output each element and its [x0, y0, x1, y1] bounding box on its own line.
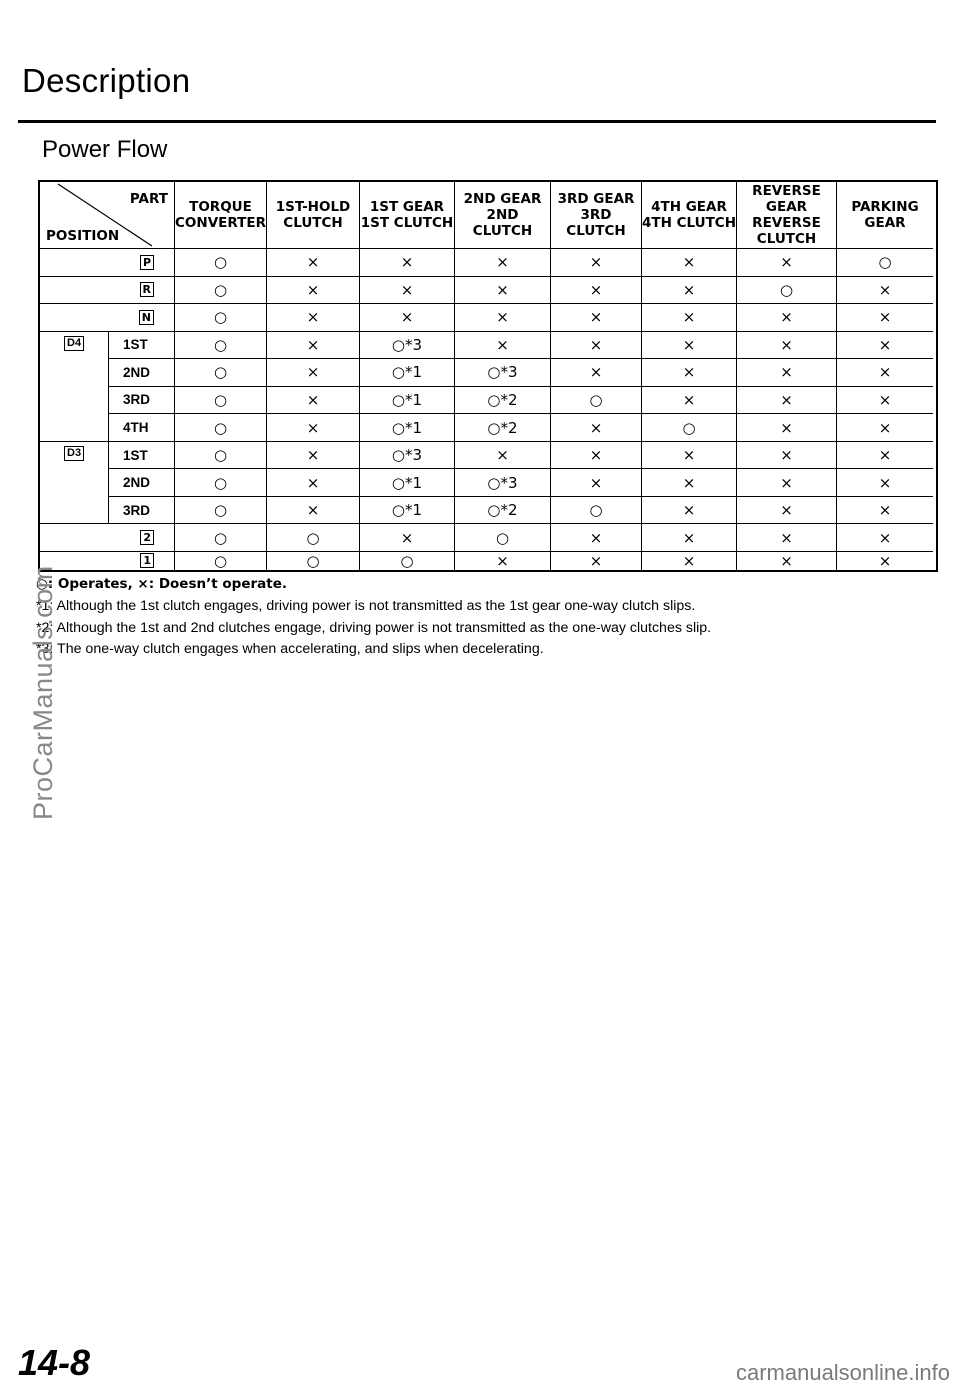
- table-cell: [175, 497, 267, 525]
- cell-value: ×: [400, 308, 414, 327]
- cell-value: ○: [213, 253, 228, 272]
- cell-value: ○: [589, 390, 603, 409]
- column-header-line: 4TH CLUTCH: [642, 215, 737, 231]
- cell-value: ×: [496, 253, 509, 272]
- table-cell: [837, 552, 933, 570]
- table-cell: [551, 414, 642, 442]
- cell-value: ×: [306, 390, 320, 409]
- cell-value: ×: [682, 473, 696, 492]
- cell-value: ×: [589, 280, 603, 299]
- sub-position-cell: [108, 359, 175, 387]
- table-cell: [455, 524, 551, 552]
- position-label: D4: [64, 336, 84, 351]
- cell-value: ○*3: [487, 363, 518, 382]
- cell-value: ×: [589, 418, 603, 437]
- cell-value: ○*3: [487, 473, 518, 492]
- cell-value: ○*3: [391, 446, 423, 465]
- table-cell: [455, 387, 551, 415]
- cell-value: ×: [589, 473, 603, 492]
- cell-value: ×: [306, 335, 320, 354]
- cell-value: ×: [780, 363, 793, 382]
- table-cell: [360, 552, 455, 570]
- footnote-2: *2: Although the 1st and 2nd clutches engage, driving power is not transmitted as the one-way clutches slip.: [36, 620, 712, 636]
- cell-value: ×: [682, 335, 696, 354]
- position-cell: [40, 524, 175, 552]
- cell-value: ×: [682, 551, 696, 570]
- column-header-line: TORQUE: [189, 199, 252, 215]
- table-cell: [455, 277, 551, 305]
- cell-value: ×: [878, 335, 892, 354]
- corner-part-label: PART: [129, 191, 168, 207]
- cell-value: ○: [878, 253, 892, 272]
- column-header-line: CLUTCH: [756, 231, 817, 247]
- column-header-line: CONVERTER: [175, 215, 266, 231]
- cell-value: ×: [878, 390, 892, 409]
- cell-value: ×: [878, 308, 892, 327]
- column-header-line: 1ST CLUTCH: [360, 215, 454, 231]
- column-header-line: PARKING: [851, 199, 919, 215]
- sub-position-label: 3RD: [123, 502, 151, 518]
- table-cell: [551, 497, 642, 525]
- sub-position-label: 1ST: [123, 447, 148, 463]
- table-cell: [551, 552, 642, 570]
- cell-value: ×: [780, 390, 793, 409]
- cell-value: ×: [589, 528, 603, 547]
- cell-value: ○: [213, 551, 228, 570]
- column-header-line: 3RD GEAR: [557, 191, 635, 207]
- page-title: Description: [22, 62, 191, 99]
- section-subtitle: Power Flow: [42, 136, 168, 163]
- cell-value: ×: [682, 501, 696, 520]
- table-cell: [267, 414, 360, 442]
- table-cell: [837, 497, 933, 525]
- cell-value: ×: [878, 501, 892, 520]
- table-cell: [837, 469, 933, 497]
- table-cell: [737, 277, 837, 305]
- column-header-line: 2ND CLUTCH: [472, 207, 533, 239]
- cell-value: ○: [213, 418, 228, 437]
- table-cell: [551, 442, 642, 470]
- power-flow-table: [38, 180, 938, 572]
- sub-position-cell: [108, 387, 175, 415]
- column-header: [360, 182, 455, 249]
- cell-value: ×: [878, 418, 892, 437]
- cell-value: ×: [878, 473, 892, 492]
- column-header-line: 1ST GEAR: [369, 199, 445, 215]
- position-label: 2: [140, 530, 154, 545]
- position-label: 1: [140, 553, 154, 568]
- cell-value: ×: [306, 308, 320, 327]
- table-cell: [737, 497, 837, 525]
- cell-value: ×: [496, 335, 509, 354]
- sub-position-cell: [108, 332, 175, 360]
- table-cell: [267, 524, 360, 552]
- cell-value: ○: [213, 363, 228, 382]
- sub-position-label: 2ND: [123, 475, 151, 491]
- sub-position-label: 4TH: [123, 420, 149, 436]
- cell-value: ○*3: [391, 335, 423, 354]
- table-cell: [551, 387, 642, 415]
- cell-value: ○: [213, 501, 228, 520]
- cell-value: ×: [306, 473, 320, 492]
- table-cell: [360, 469, 455, 497]
- table-cell: [551, 277, 642, 305]
- table-cell: [642, 469, 737, 497]
- sub-position-label: 1ST: [123, 337, 148, 353]
- cell-value: ×: [780, 253, 793, 272]
- table-cell: [360, 249, 455, 277]
- table-cell: [455, 442, 551, 470]
- sub-position-label: 3RD: [123, 392, 151, 408]
- column-header-line: GEAR: [864, 215, 906, 231]
- table-cell: [837, 277, 933, 305]
- footnote-1: *1: Although the 1st clutch engages, driving power is not transmitted as the 1st gear one-way clutch slips.: [36, 598, 696, 614]
- footnote-3: *3: The one-way clutch engages when accelerating, and slips when decelerating.: [36, 641, 544, 657]
- table-cell: [267, 249, 360, 277]
- table-cell: [737, 552, 837, 570]
- table-cell: [642, 497, 737, 525]
- cell-value: ○: [400, 551, 414, 570]
- cell-value: ×: [780, 418, 793, 437]
- position-cell: [40, 304, 175, 332]
- title-rule: [18, 120, 936, 123]
- table-cell: [360, 497, 455, 525]
- cell-value: ○*2: [487, 390, 518, 409]
- table-cell: [737, 469, 837, 497]
- table-cell: [455, 414, 551, 442]
- table-cell: [455, 469, 551, 497]
- cell-value: ×: [589, 335, 603, 354]
- cell-value: ×: [400, 528, 414, 547]
- cell-value: ×: [496, 551, 509, 570]
- cell-value: ○: [779, 280, 794, 299]
- cell-value: ○: [589, 501, 603, 520]
- cell-value: ×: [496, 280, 509, 299]
- table-cell: [267, 277, 360, 305]
- sub-position-label: 2ND: [123, 364, 151, 380]
- cell-value: ×: [780, 551, 793, 570]
- cell-value: ×: [878, 551, 892, 570]
- cell-value: ×: [780, 528, 793, 547]
- table-cell: [642, 414, 737, 442]
- cell-value: ×: [780, 501, 793, 520]
- cell-value: ×: [682, 528, 696, 547]
- cell-value: ○*1: [391, 418, 423, 437]
- table-cell: [175, 414, 267, 442]
- column-header-line: 3RD CLUTCH: [566, 207, 626, 239]
- footer-site-link[interactable]: carmanualsonline.info: [735, 1360, 950, 1385]
- cell-value: ×: [780, 335, 793, 354]
- table-cell: [267, 304, 360, 332]
- table-cell: [360, 414, 455, 442]
- cell-value: ×: [780, 446, 793, 465]
- table-cell: [737, 414, 837, 442]
- position-cell: [40, 277, 175, 305]
- cell-value: ○: [213, 528, 228, 547]
- cell-value: ×: [682, 308, 696, 327]
- cell-value: ×: [496, 308, 509, 327]
- cell-value: ×: [682, 446, 696, 465]
- watermark-text: ProCarManuals.com: [28, 565, 58, 820]
- sub-position-cell: [108, 469, 175, 497]
- cell-value: ○: [306, 528, 320, 547]
- column-header-line: 4TH GEAR: [651, 199, 727, 215]
- table-cell: [175, 359, 267, 387]
- cell-value: ×: [589, 308, 603, 327]
- table-cell: [455, 497, 551, 525]
- table-cell: [642, 524, 737, 552]
- column-header-line: GEAR: [765, 199, 808, 215]
- column-header: [455, 182, 551, 249]
- cell-value: ×: [682, 390, 696, 409]
- table-cell: [455, 332, 551, 360]
- cell-value: ○*2: [487, 501, 518, 520]
- cell-value: ○: [682, 418, 696, 437]
- cell-value: ×: [306, 418, 320, 437]
- cell-value: ○: [306, 551, 320, 570]
- cell-value: ○*2: [487, 418, 518, 437]
- table-cell: [737, 304, 837, 332]
- table-cell: [267, 497, 360, 525]
- table-cell: [737, 524, 837, 552]
- column-header-line: REVERSE: [752, 183, 821, 199]
- table-cell: [267, 552, 360, 570]
- corner-position-label: POSITION: [46, 228, 120, 244]
- table-cell: [837, 524, 933, 552]
- table-cell: [642, 332, 737, 360]
- table-cell: [551, 359, 642, 387]
- table-cell: [642, 442, 737, 470]
- cell-value: ×: [682, 280, 696, 299]
- position-label: D3: [64, 446, 84, 461]
- position-cell: [40, 249, 175, 277]
- cell-value: ×: [878, 363, 892, 382]
- cell-value: ×: [306, 280, 320, 299]
- table-cell: [267, 442, 360, 470]
- table-cell: [267, 387, 360, 415]
- column-header: [737, 182, 837, 249]
- column-header: [175, 182, 267, 249]
- cell-value: ×: [306, 253, 320, 272]
- table-cell: [455, 249, 551, 277]
- table-cell: [360, 277, 455, 305]
- cell-value: ×: [682, 363, 696, 382]
- table-cell: [175, 249, 267, 277]
- cell-value: ○: [213, 390, 228, 409]
- table-cell: [737, 359, 837, 387]
- cell-value: ×: [878, 446, 892, 465]
- table-cell: [175, 469, 267, 497]
- table-cell: [642, 277, 737, 305]
- cell-value: ○: [213, 446, 228, 465]
- table-corner-header: [40, 182, 175, 249]
- table-cell: [737, 387, 837, 415]
- table-cell: [175, 277, 267, 305]
- cell-value: ○*1: [391, 501, 423, 520]
- table-cell: [837, 332, 933, 360]
- table-cell: [455, 304, 551, 332]
- position-label: N: [139, 310, 154, 325]
- legend-text: ○: Operates, ×: Doesn’t operate.: [36, 576, 287, 592]
- cell-value: ×: [780, 308, 793, 327]
- table-cell: [837, 414, 933, 442]
- table-cell: [360, 524, 455, 552]
- table-cell: [360, 442, 455, 470]
- column-header: [267, 182, 360, 249]
- table-cell: [455, 552, 551, 570]
- cell-value: ×: [589, 253, 603, 272]
- cell-value: ×: [589, 446, 603, 465]
- column-header-line: REVERSE: [752, 215, 821, 231]
- position-label: P: [140, 255, 154, 270]
- column-header: [551, 182, 642, 249]
- cell-value: ×: [780, 473, 793, 492]
- column-header-line: 2ND GEAR: [463, 191, 542, 207]
- cell-value: ×: [878, 528, 892, 547]
- table-cell: [642, 552, 737, 570]
- table-cell: [175, 304, 267, 332]
- cell-value: ×: [400, 280, 414, 299]
- table-cell: [837, 249, 933, 277]
- cell-value: ○: [213, 473, 228, 492]
- sub-position-cell: [108, 497, 175, 525]
- cell-value: ○: [213, 335, 228, 354]
- cell-value: ×: [306, 501, 320, 520]
- table-cell: [360, 332, 455, 360]
- table-cell: [737, 442, 837, 470]
- column-header: [642, 182, 737, 249]
- column-header-line: CLUTCH: [283, 215, 343, 231]
- sub-position-cell: [108, 442, 175, 470]
- table-cell: [175, 524, 267, 552]
- cell-value: ×: [496, 446, 509, 465]
- table-cell: [551, 332, 642, 360]
- table-cell: [642, 359, 737, 387]
- page-number: 14-8: [18, 1342, 91, 1383]
- table-cell: [360, 359, 455, 387]
- cell-value: ○*1: [391, 473, 423, 492]
- sub-position-cell: [108, 414, 175, 442]
- table-cell: [737, 332, 837, 360]
- table-cell: [267, 332, 360, 360]
- table-cell: [175, 387, 267, 415]
- cell-value: ×: [306, 363, 320, 382]
- table-cell: [551, 249, 642, 277]
- table-cell: [551, 304, 642, 332]
- cell-value: ○: [213, 280, 228, 299]
- column-header-line: 1ST-HOLD: [275, 199, 351, 215]
- table-cell: [551, 469, 642, 497]
- table-cell: [837, 304, 933, 332]
- table-cell: [267, 469, 360, 497]
- table-cell: [267, 359, 360, 387]
- cell-value: ×: [589, 363, 603, 382]
- table-cell: [360, 304, 455, 332]
- table-cell: [551, 524, 642, 552]
- table-cell: [837, 442, 933, 470]
- table-cell: [642, 387, 737, 415]
- column-header: [837, 182, 933, 249]
- table-cell: [642, 304, 737, 332]
- table-cell: [837, 387, 933, 415]
- cell-value: ○: [213, 308, 228, 327]
- cell-value: ○*1: [391, 363, 423, 382]
- table-cell: [175, 552, 267, 570]
- cell-value: ×: [589, 551, 603, 570]
- table-cell: [455, 359, 551, 387]
- table-cell: [175, 332, 267, 360]
- cell-value: ×: [682, 253, 696, 272]
- cell-value: ×: [878, 280, 892, 299]
- cell-value: ×: [306, 446, 320, 465]
- table-cell: [642, 249, 737, 277]
- cell-value: ×: [400, 253, 414, 272]
- position-cell: [40, 552, 175, 570]
- cell-value: ○: [495, 528, 510, 547]
- table-cell: [175, 442, 267, 470]
- position-label: R: [140, 282, 154, 297]
- cell-value: ○*1: [391, 390, 423, 409]
- table-cell: [737, 249, 837, 277]
- table-cell: [837, 359, 933, 387]
- table-cell: [360, 387, 455, 415]
